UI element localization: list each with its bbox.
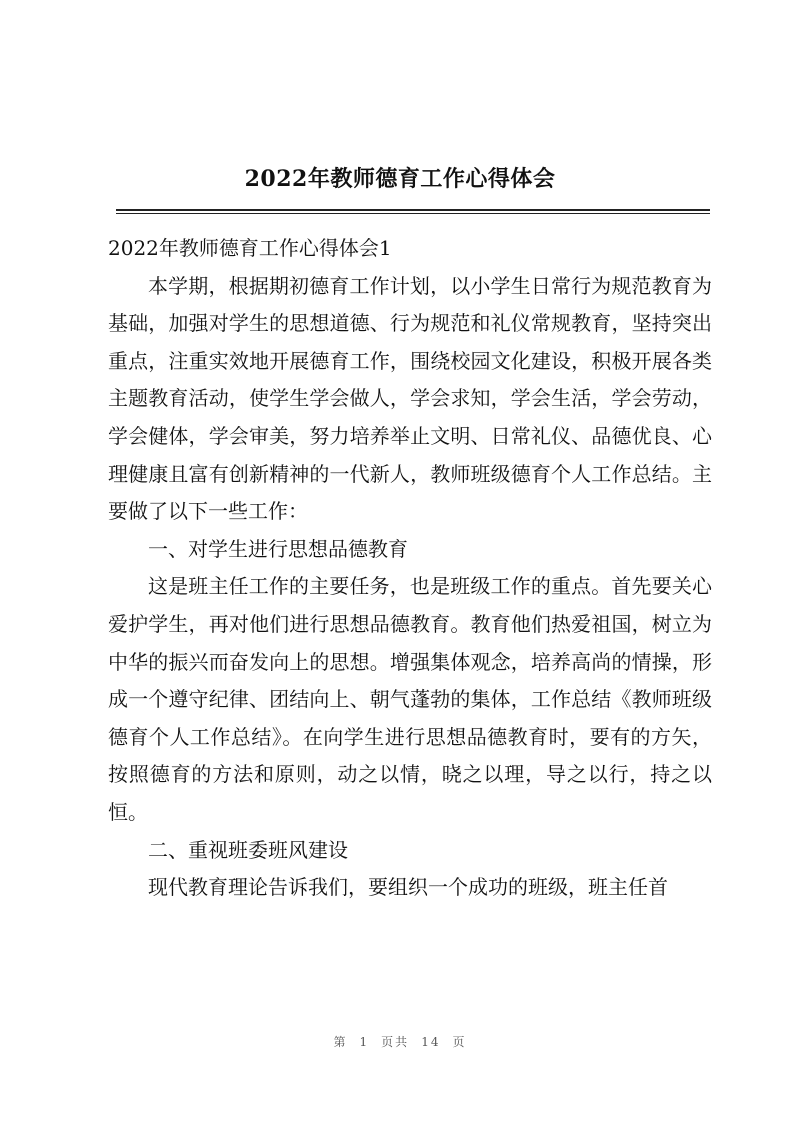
page-footer [0,1033,800,1050]
document-title: 2022年教师德育工作心得体会 [244,166,556,192]
footer-page-total: 14 [421,1035,441,1049]
section-heading-1: 一、对学生进行思想品德教育 [148,536,408,561]
title-divider [116,209,710,214]
paragraph-intro: 本学期，根据期初德育工作计划，以小学生日常行为规范教育为基础，加强对学生的思想道德、行为规范和礼仪常规教育，坚持突出重点，注重实效地开展德育工作，围绕校园文化建设，积极开展各类主题教育活动，使学生学会做人，学会求知，学会生活，学会劳动，学会健体，学会审美，努力培养举止文明、日常礼仪、品德优良、心理健康且富有创新精神的一代新人，教师班级德育个人工作总结。主要做了以下一些工作： [108,273,712,524]
paragraph-section-1: 这是班主任工作的主要任务，也是班级工作的重点。首先要关心爱护学生，再对他们进行思想品德教育。教育他们热爱祖国，树立为中华的振兴而奋发向上的思想。增强集体观念，培养高尚的情操，形成一个遵守纪律、团结向上、朝气蓬勃的集体，工作总结《教师班级德育个人工作总结》。在向学生进行思想品德教育时，要有的方矢，按照德育的方法和原则，动之以情，晓之以理，导之以行，持之以恒。 [108,574,712,824]
section-heading-2: 二、重视班委班风建设 [148,837,348,862]
document-body [108,230,712,907]
paragraph-section-2: 现代教育理论告诉我们，要组织一个成功的班级，班主任首 [148,875,668,900]
footer-prefix: 第 [333,1035,348,1049]
footer-page-number: 1 [359,1035,370,1049]
footer-mid: 页共 [381,1035,410,1049]
subtitle: 2022年教师德育工作心得体会1 [108,236,392,260]
footer-suffix: 页 [452,1035,467,1049]
